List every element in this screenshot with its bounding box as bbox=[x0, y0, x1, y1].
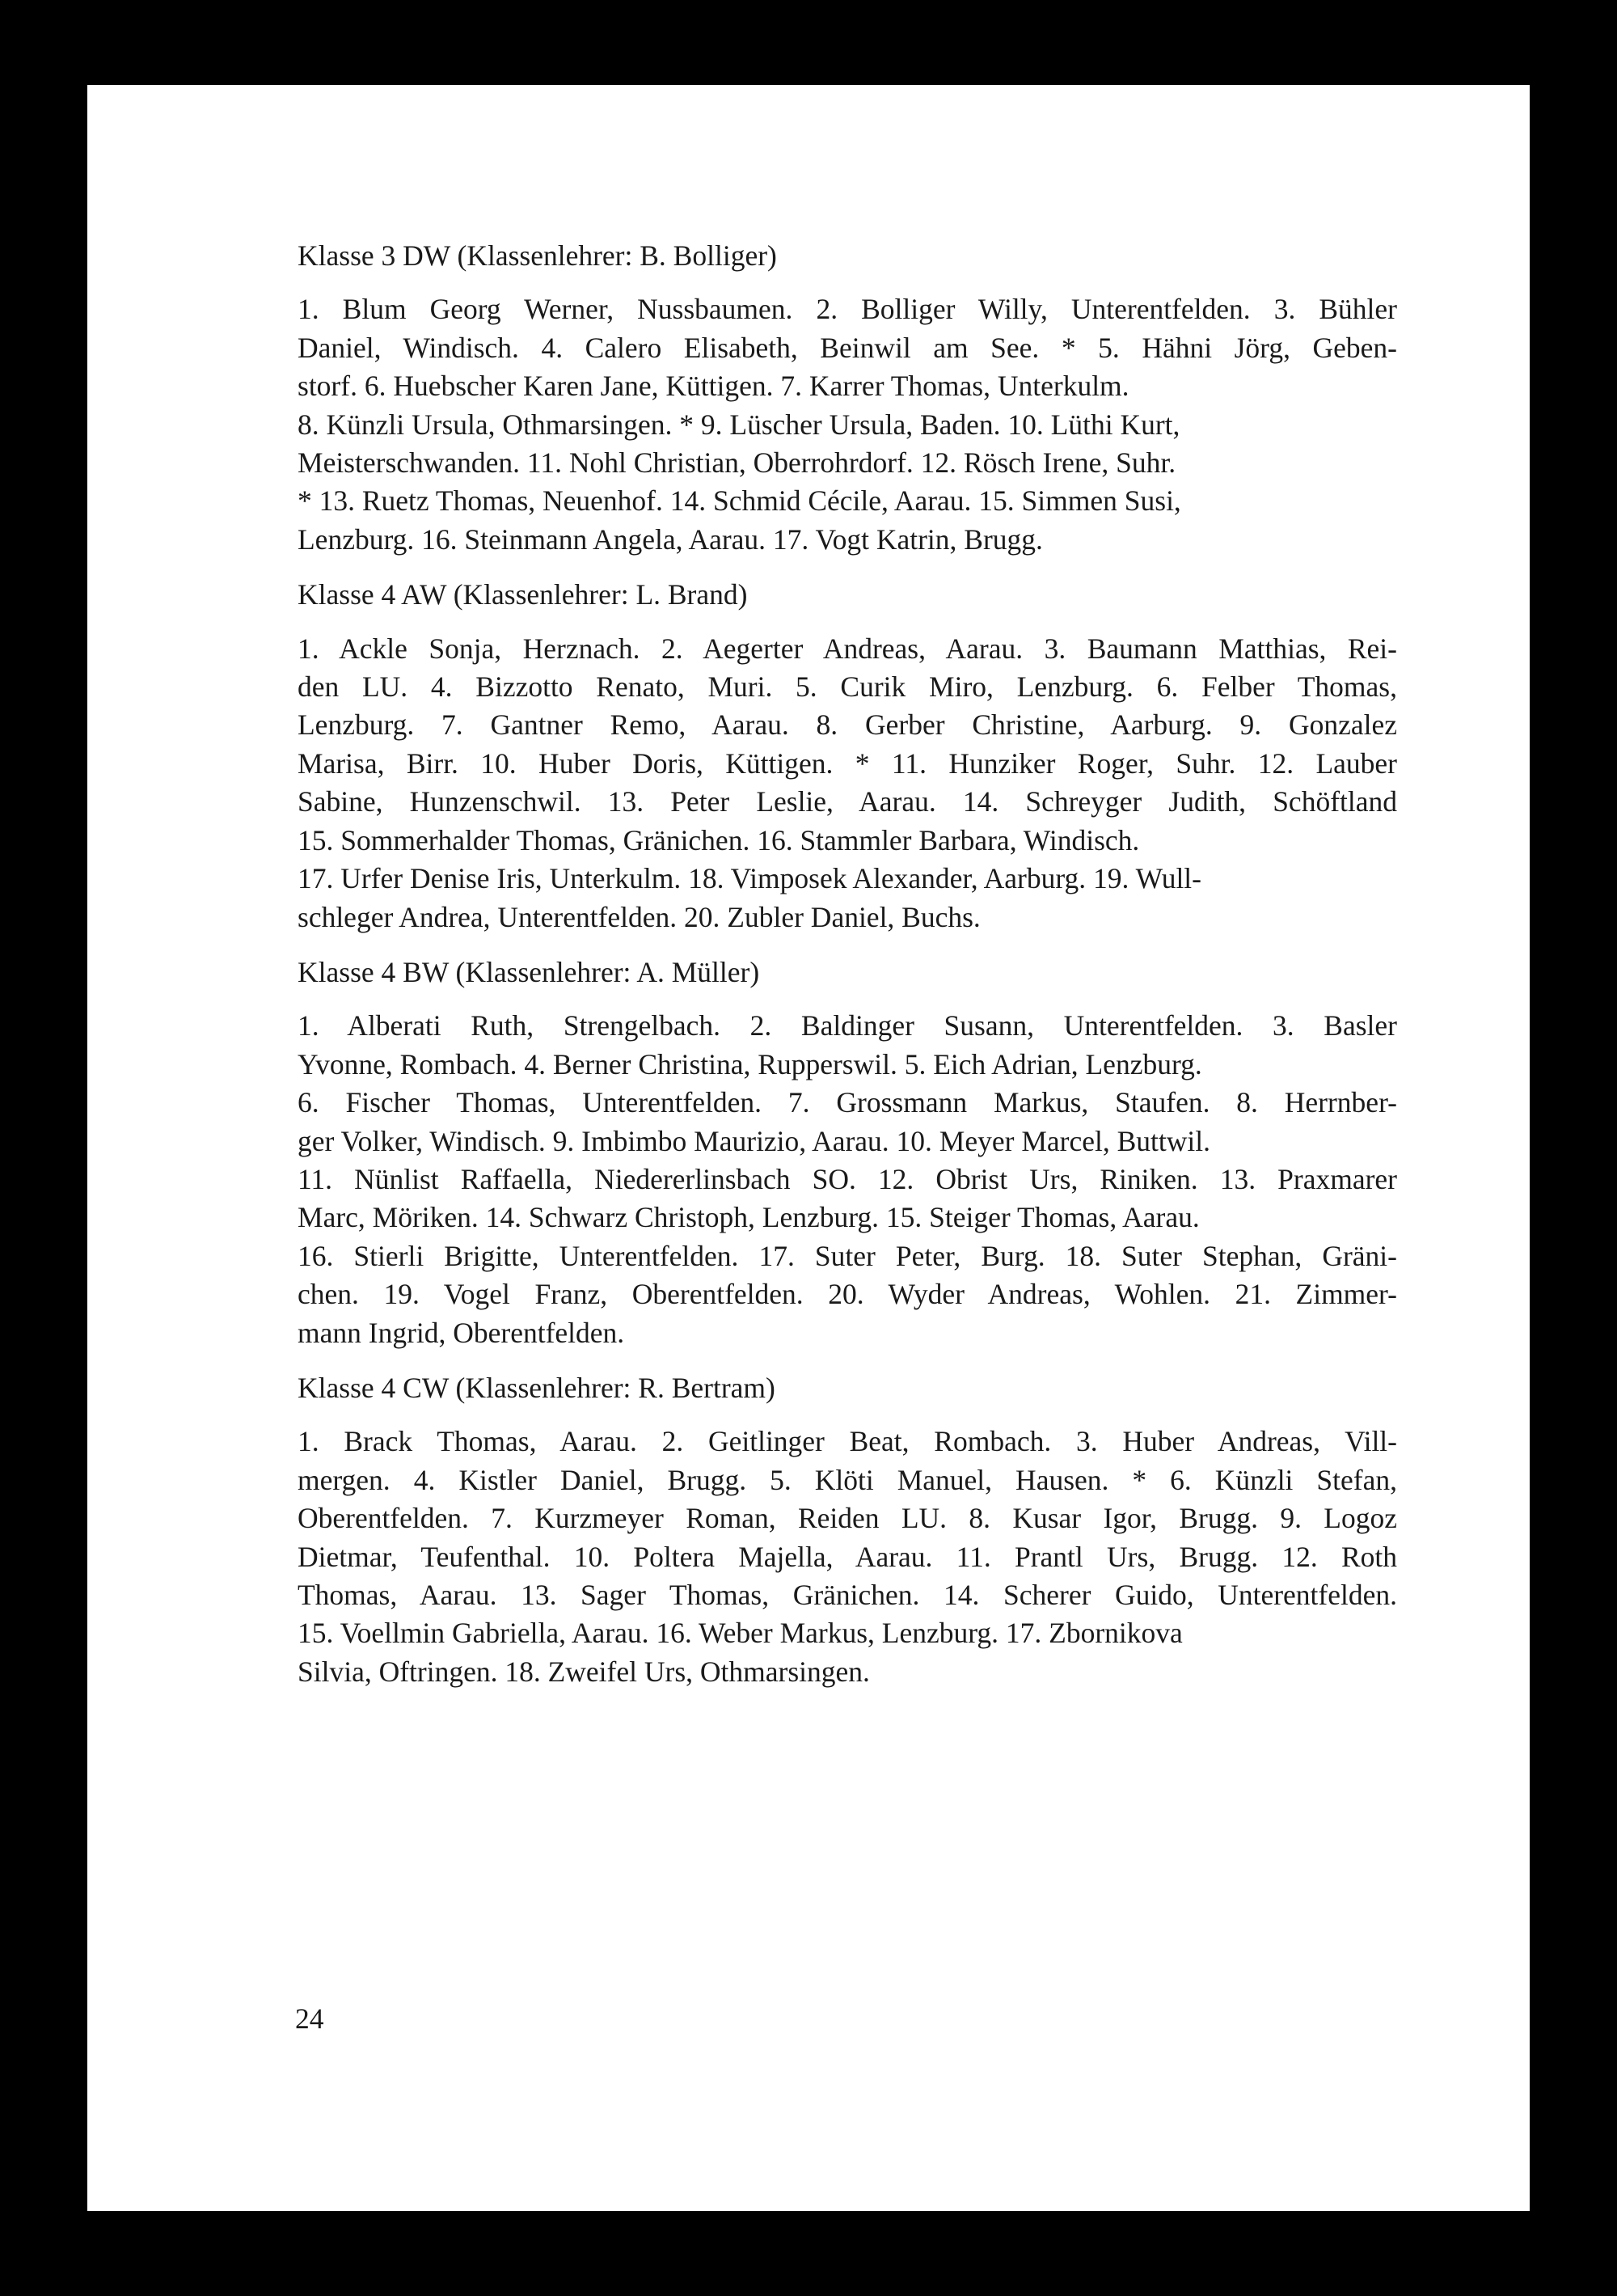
text-line: Sabine, Hunzenschwil. 13. Peter Leslie, Aarau. 14. Schreyger Judith, Schöftland bbox=[298, 785, 1397, 818]
section-heading: Klasse 4 AW (Klassenlehrer: L. Brand) bbox=[298, 578, 748, 611]
text-line: 11. Nünlist Raffaella, Niedererlinsbach SO. 12. Obrist Urs, Riniken. 13. Praxmarer bbox=[298, 1162, 1397, 1195]
text-line: 6. Fischer Thomas, Unterentfelden. 7. Grossmann Markus, Staufen. 8. Herrnber- bbox=[298, 1086, 1397, 1119]
text-line: chen. 19. Vogel Franz, Oberentfelden. 20. Wyder Andreas, Wohlen. 21. Zimmer- bbox=[298, 1278, 1397, 1311]
section-heading: Klasse 4 BW (Klassenlehrer: A. Müller) bbox=[298, 955, 760, 988]
section-4cw bbox=[298, 1369, 1397, 1691]
section-3dw bbox=[298, 237, 1397, 559]
text-line: schleger Andrea, Unterentfelden. 20. Zubler Daniel, Buchs. bbox=[298, 900, 981, 933]
text-line: Marc, Möriken. 14. Schwarz Christoph, Lenzburg. 15. Steiger Thomas, Aarau. bbox=[298, 1201, 1200, 1234]
page-number: 24 bbox=[295, 2002, 324, 2035]
text-line: * 13. Ruetz Thomas, Neuenhof. 14. Schmid Cécile, Aarau. 15. Simmen Susi, bbox=[298, 484, 1181, 518]
text-line: Marisa, Birr. 10. Huber Doris, Küttigen. * 11. Hunziker Roger, Suhr. 12. Lauber bbox=[298, 746, 1397, 780]
text-line: ger Volker, Windisch. 9. Imbimbo Maurizio, Aarau. 10. Meyer Marcel, Buttwil. bbox=[298, 1124, 1210, 1157]
text-line: 1. Alberati Ruth, Strengelbach. 2. Baldinger Susann, Unterentfelden. 3. Basler bbox=[298, 1009, 1397, 1042]
text-line: Meisterschwanden. 11. Nohl Christian, Oberrohrdorf. 12. Rösch Irene, Suhr. bbox=[298, 446, 1176, 480]
section-heading: Klasse 3 DW (Klassenlehrer: B. Bolliger) bbox=[298, 239, 777, 272]
section-heading: Klasse 4 CW (Klassenlehrer: R. Bertram) bbox=[298, 1371, 775, 1404]
text-line: 1. Ackle Sonja, Herznach. 2. Aegerter Andreas, Aarau. 3. Baumann Matthias, Rei- bbox=[298, 632, 1397, 665]
text-line: Oberentfelden. 7. Kurzmeyer Roman, Reiden LU. 8. Kusar Igor, Brugg. 9. Logoz bbox=[298, 1502, 1397, 1535]
document-page bbox=[87, 85, 1530, 2211]
text-line: 15. Voellmin Gabriella, Aarau. 16. Weber Markus, Lenzburg. 17. Zbornikova bbox=[298, 1617, 1183, 1650]
text-line: Silvia, Oftringen. 18. Zweifel Urs, Othmarsingen. bbox=[298, 1655, 870, 1688]
text-line: mann Ingrid, Oberentfelden. bbox=[298, 1316, 625, 1349]
text-line: 15. Sommerhalder Thomas, Gränichen. 16. Stammler Barbara, Windisch. bbox=[298, 823, 1140, 856]
text-line: Daniel, Windisch. 4. Calero Elisabeth, Beinwil am See. * 5. Hähni Jörg, Geben- bbox=[298, 331, 1397, 364]
text-line: storf. 6. Huebscher Karen Jane, Küttigen. 7. Karrer Thomas, Unterkulm. bbox=[298, 370, 1129, 403]
text-line: Lenzburg. 16. Steinmann Angela, Aarau. 17. Vogt Katrin, Brugg. bbox=[298, 522, 1043, 556]
text-line: Yvonne, Rombach. 4. Berner Christina, Rupperswil. 5. Eich Adrian, Lenzburg. bbox=[298, 1047, 1202, 1080]
text-line: Thomas, Aarau. 13. Sager Thomas, Gränichen. 14. Scherer Guido, Unterentfelden. bbox=[298, 1579, 1397, 1611]
section-4aw bbox=[298, 576, 1397, 937]
text-line: 1. Brack Thomas, Aarau. 2. Geitlinger Beat, Rombach. 3. Huber Andreas, Vill- bbox=[298, 1425, 1397, 1458]
text-line: 1. Blum Georg Werner, Nussbaumen. 2. Bolliger Willy, Unterentfelden. 3. Bühler bbox=[298, 293, 1397, 326]
text-line: den LU. 4. Bizzotto Renato, Muri. 5. Curik Miro, Lenzburg. 6. Felber Thomas, bbox=[298, 670, 1397, 704]
text-line: Lenzburg. 7. Gantner Remo, Aarau. 8. Gerber Christine, Aarburg. 9. Gonzalez bbox=[298, 708, 1397, 742]
section-4bw bbox=[298, 953, 1397, 1352]
class-lists bbox=[298, 237, 1397, 1708]
text-line: mergen. 4. Kistler Daniel, Brugg. 5. Klöti Manuel, Hausen. * 6. Künzli Stefan, bbox=[298, 1463, 1397, 1496]
text-line: Dietmar, Teufenthal. 10. Poltera Majella, Aarau. 11. Prantl Urs, Brugg. 12. Roth bbox=[298, 1540, 1397, 1573]
text-line: 8. Künzli Ursula, Othmarsingen. * 9. Lüscher Ursula, Baden. 10. Lüthi Kurt, bbox=[298, 408, 1180, 441]
text-line: 16. Stierli Brigitte, Unterentfelden. 17. Suter Peter, Burg. 18. Suter Stephan, Gräni- bbox=[298, 1239, 1397, 1272]
text-line: 17. Urfer Denise Iris, Unterkulm. 18. Vimposek Alexander, Aarburg. 19. Wull- bbox=[298, 862, 1201, 895]
